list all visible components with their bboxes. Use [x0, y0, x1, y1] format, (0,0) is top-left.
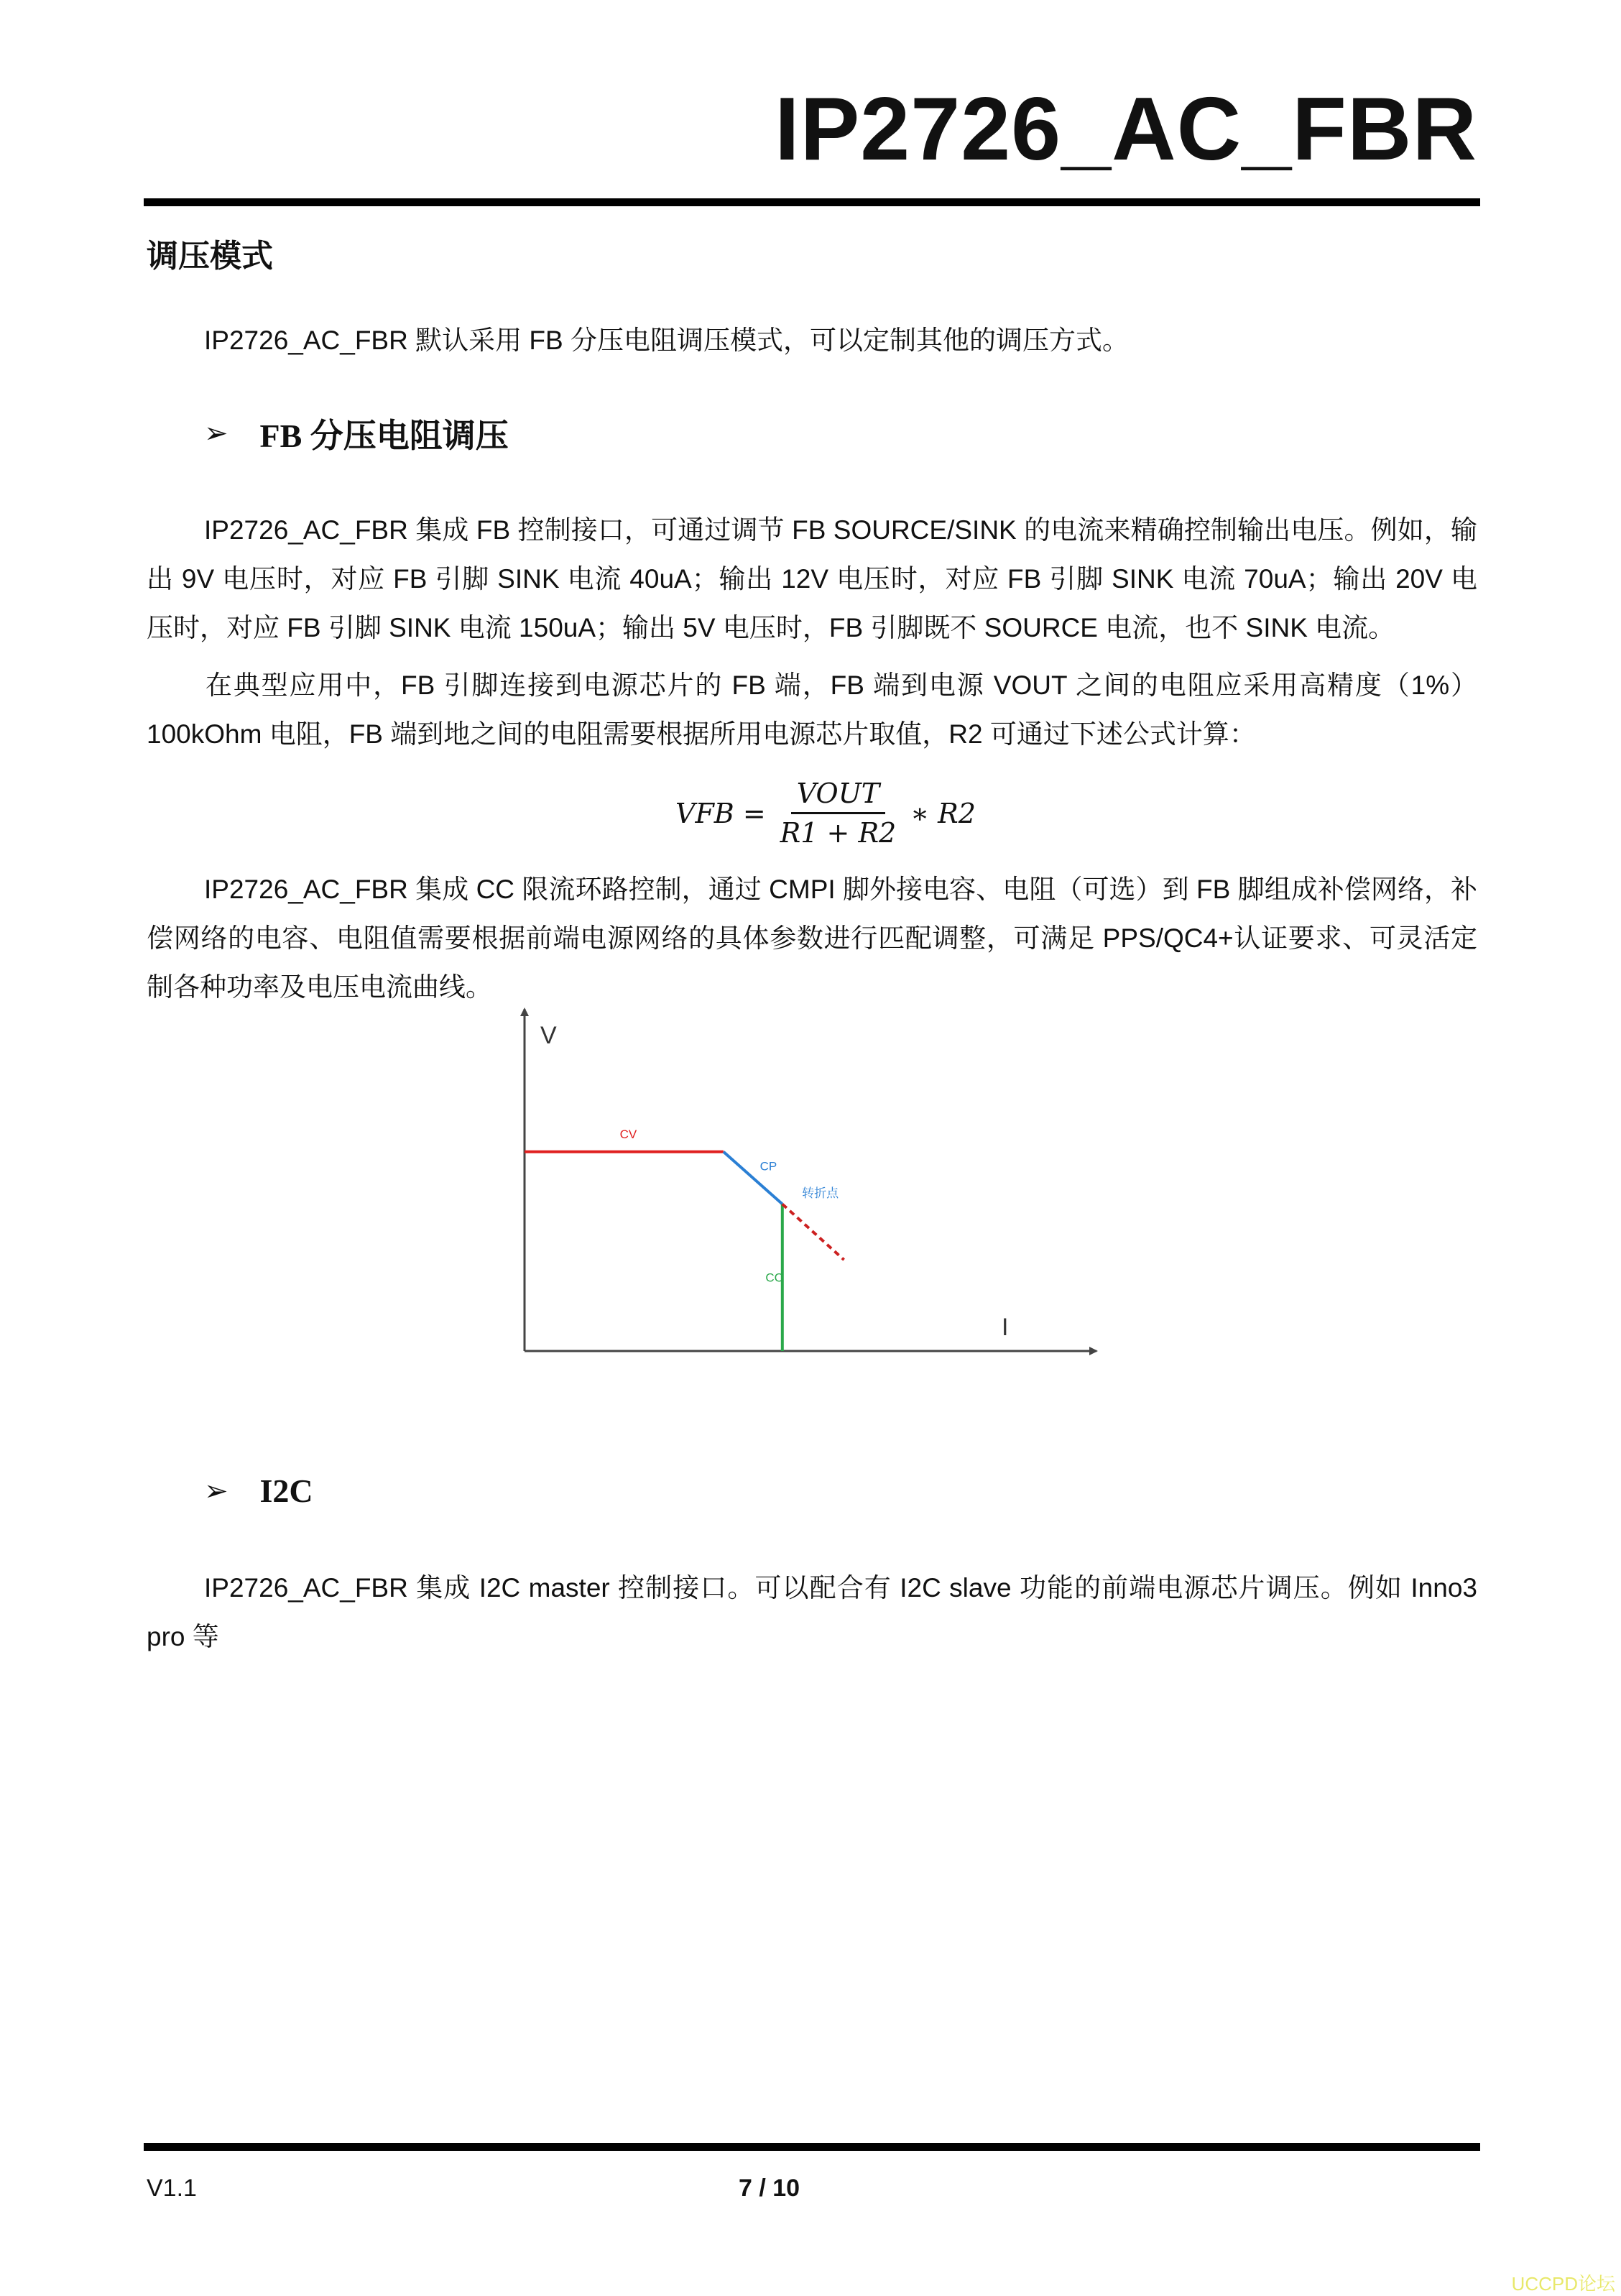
- formula-lhs: VFB =: [675, 797, 766, 829]
- section-heading: 调压模式: [147, 239, 273, 274]
- annotation-label: CV: [619, 1127, 637, 1141]
- annotation-label: CC: [765, 1271, 783, 1285]
- i2c-heading-text: I2C: [259, 1472, 313, 1509]
- annotation-label: CP: [759, 1159, 777, 1174]
- arrow-bullet-icon: ➢: [204, 417, 228, 450]
- fb-heading-text: FB 分压电阻调压: [259, 418, 509, 454]
- y-axis-label: V: [540, 1022, 557, 1049]
- document-title: IP2726_AC_FBR: [775, 80, 1477, 179]
- formula-fraction: [775, 778, 902, 849]
- arrow-bullet-icon: ➢: [204, 1474, 228, 1508]
- fb-paragraph-2: 在典型应用中，FB 引脚连接到电源芯片的 FB 端，FB 端到电源 VOUT 之间的电阻应采用高精度（1%）100kOhm 电阻，FB 端到地之间的电阻需要根据所用电源芯片取值，R2 可通过下述公式计算：: [147, 670, 1477, 749]
- x-axis-label: I: [1002, 1314, 1009, 1341]
- vi-curve-chart: [496, 999, 1128, 1373]
- vfb-formula: [675, 778, 976, 849]
- page-number: 7 / 10: [739, 2175, 800, 2202]
- formula-numerator: VOUT: [791, 778, 885, 814]
- header-rule: [144, 198, 1480, 206]
- fb-paragraph-3: IP2726_AC_FBR 集成 CC 限流环路控制，通过 CMPI 脚外接电容、电阻（可选）到 FB 脚组成补偿网络，补偿网络的电容、电阻值需要根据前端电源网络的具体参数进行匹配调整，可满足 PPS/QC4+认证要求、可灵活定制各种功率及电压电流曲线。: [147, 875, 1477, 1002]
- series-line-extension: [782, 1204, 844, 1260]
- section-intro: IP2726_AC_FBR 默认采用 FB 分压电阻调压模式，可以定制其他的调压方式。: [204, 326, 1129, 355]
- footer-rule: [144, 2143, 1480, 2151]
- formula-rhs: ∗ R2: [910, 797, 976, 829]
- i2c-paragraph: IP2726_AC_FBR 集成 I2C master 控制接口。可以配合有 I2C slave 功能的前端电源芯片调压。例如 Inno3 pro 等: [147, 1573, 1477, 1651]
- footer-version: V1.1: [147, 2175, 197, 2202]
- i2c-subheading: [204, 1472, 313, 1510]
- annotation-label: 转折点: [802, 1186, 839, 1201]
- formula-denominator: R1 + R2: [780, 817, 897, 849]
- fb-paragraph-1: IP2726_AC_FBR 集成 FB 控制接口，可通过调节 FB SOURCE/SINK 的电流来精确控制输出电压。例如，输出 9V 电压时，对应 FB 引脚 SINK 电流 40uA；输出 12V 电压时，对应 FB 引脚 SINK 电流 70uA；输出 20V 电压时，对应 FB 引脚 SINK 电流 150uA；输出 5V 电压时，FB 引脚既不 SOURCE 电流，也不 SINK 电流。: [147, 515, 1477, 642]
- watermark: UCCPD论坛: [1511, 2273, 1615, 2295]
- fb-subheading: [204, 410, 509, 457]
